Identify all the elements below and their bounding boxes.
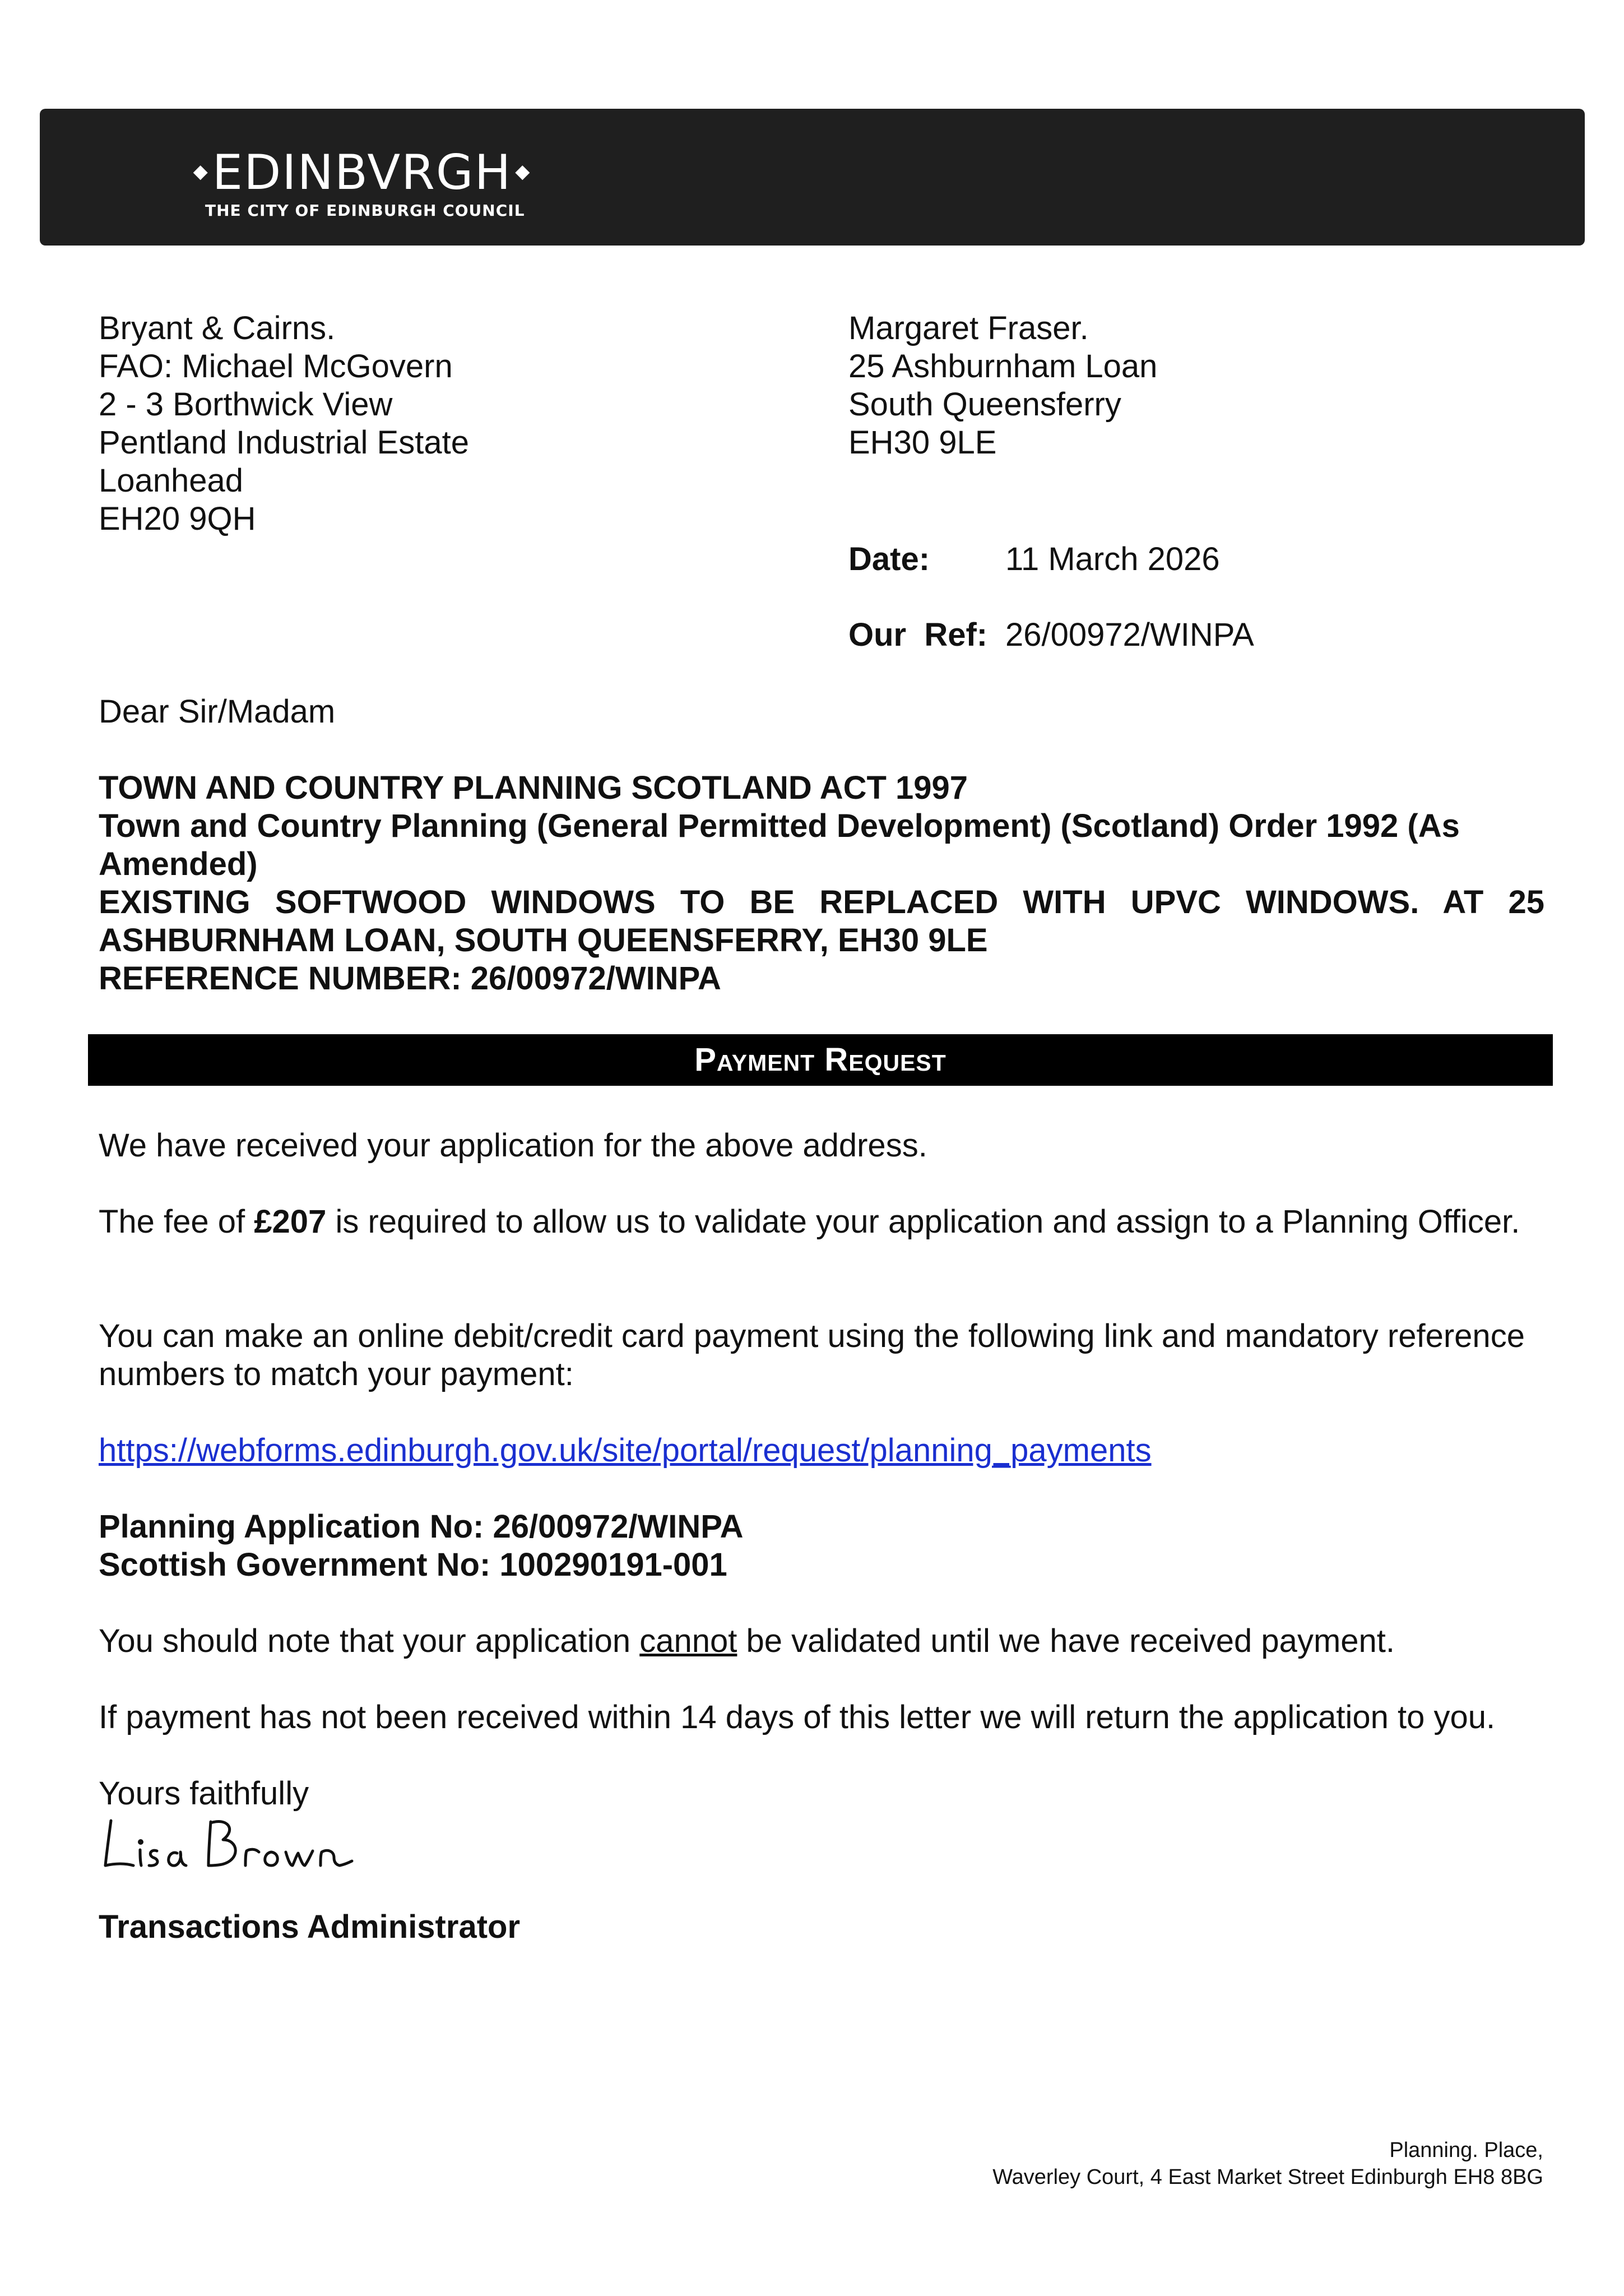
- recipient-address-line: Margaret Fraser.: [848, 310, 1089, 346]
- note-emphasis: cannot: [639, 1623, 737, 1659]
- note-prefix: You should note that your application: [99, 1623, 640, 1659]
- recipient-address: [848, 309, 1521, 462]
- fee-prefix: The fee of: [99, 1203, 254, 1240]
- sender-address-line: Loanhead: [99, 462, 244, 499]
- council-logo: [160, 147, 564, 225]
- fee-amount: £207: [254, 1203, 327, 1240]
- ref-label: Our Ref:: [848, 617, 988, 653]
- date-label: Date:: [848, 541, 930, 577]
- payment-request-bar: Payment Request: [88, 1034, 1553, 1086]
- recipient-address-line: EH30 9LE: [848, 424, 997, 461]
- sender-address-line: FAO: Michael McGovern: [99, 348, 453, 385]
- note-suffix: be validated until we have received payment.: [737, 1623, 1395, 1659]
- heading-act: TOWN AND COUNTRY PLANNING SCOTLAND ACT 1997: [99, 770, 968, 806]
- ref-value: 26/00972/WINPA: [1005, 617, 1254, 653]
- salutation: Dear Sir/Madam: [99, 693, 336, 730]
- heading-order: Town and Country Planning (General Permitted Development) (Scotland) Order 1992 (As Amended): [99, 808, 1460, 882]
- sender-address-line: EH20 9QH: [99, 501, 256, 537]
- date-value: 11 March 2026: [1005, 541, 1220, 577]
- fee-suffix: is required to allow us to validate your application and assign to a Planning Officer.: [326, 1203, 1520, 1240]
- date-row: [848, 540, 1577, 578]
- ref-row: [848, 616, 1577, 654]
- sender-address: [99, 309, 771, 538]
- footer-address: [647, 2137, 1543, 2191]
- received-paragraph: We have received your application for the above address.: [99, 1127, 927, 1164]
- reference-numbers: [99, 1508, 744, 1584]
- online-payment-paragraph: You can make an online debit/credit card payment using the following link and mandatory reference numbers to match your payment:: [99, 1318, 1525, 1392]
- signature: [99, 1809, 356, 1877]
- logo-right-diamond-icon: ◆: [515, 160, 531, 183]
- recipient-address-line: 25 Ashburnham Loan: [848, 348, 1158, 385]
- job-title: Transactions Administrator: [99, 1909, 521, 1945]
- footer-line: Planning. Place,: [1389, 2138, 1543, 2162]
- scottish-government-number: Scottish Government No: 100290191-001: [99, 1547, 727, 1583]
- closing: Yours faithfully: [99, 1775, 309, 1812]
- fee-paragraph: [99, 1203, 1533, 1241]
- sender-address-line: 2 - 3 Borthwick View: [99, 386, 393, 423]
- heading-reference: REFERENCE NUMBER: 26/00972/WINPA: [99, 960, 721, 997]
- planning-application-number: Planning Application No: 26/00972/WINPA: [99, 1508, 744, 1545]
- logo-wordmark-text: EDINBVRGH: [212, 145, 512, 201]
- validation-note-paragraph: [99, 1622, 1533, 1660]
- logo-subtitle: THE CITY OF EDINBURGH COUNCIL: [205, 201, 525, 220]
- logo-left-diamond-icon: ◆: [193, 160, 209, 183]
- footer-line: Waverley Court, 4 East Market Street Edinburgh EH8 8BG: [992, 2165, 1543, 2189]
- return-paragraph: If payment has not been received within 14 days of this letter we will return the application to you.: [99, 1699, 1496, 1735]
- payment-link[interactable]: https://webforms.edinburgh.gov.uk/site/portal/request/planning_payments: [99, 1432, 1152, 1469]
- sender-address-line: Bryant & Cairns.: [99, 310, 336, 346]
- logo-wordmark: [160, 145, 564, 201]
- sender-address-line: Pentland Industrial Estate: [99, 424, 469, 461]
- recipient-address-line: South Queensferry: [848, 386, 1121, 423]
- heading-block: [99, 769, 1544, 998]
- heading-works: EXISTING SOFTWOOD WINDOWS TO BE REPLACED WITH UPVC WINDOWS. AT 25 ASHBURNHAM LOAN, SOUTH QUEENSFERRY, EH30 9LE: [99, 884, 1544, 959]
